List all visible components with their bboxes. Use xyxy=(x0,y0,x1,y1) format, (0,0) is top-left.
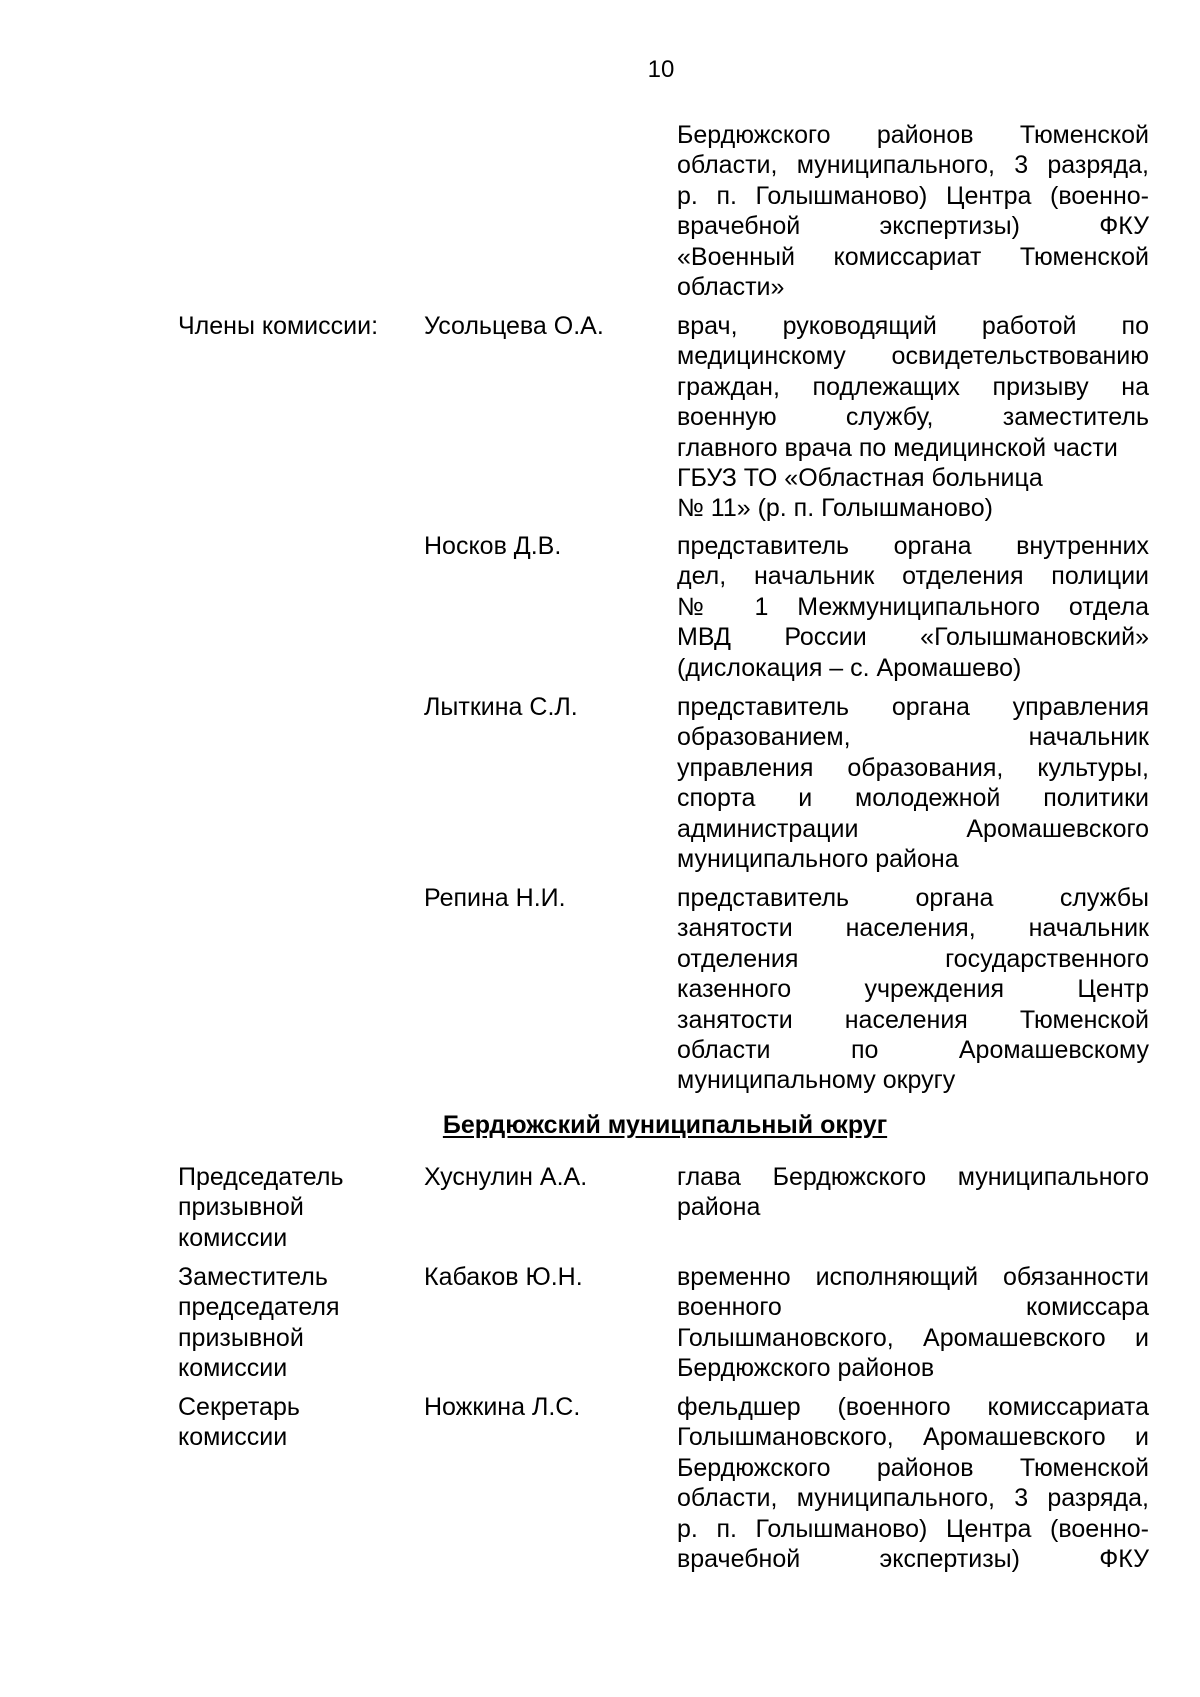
desc-line: «Военный комиссариат Тюменской xyxy=(677,242,1149,271)
desc-line: (дислокация – с. Аромашево) xyxy=(677,653,1022,682)
desc-line: представитель органа управления xyxy=(677,693,1149,721)
member-description xyxy=(677,1392,1149,1574)
desc-line: граждан, подлежащих призыву на xyxy=(677,372,1149,401)
member-description xyxy=(677,883,1149,1096)
desc-line: образованием, начальник xyxy=(677,723,1149,752)
desc-line: № 11» (р. п. Голышманово) xyxy=(677,494,993,523)
desc-line: врачебной экспертизы) ФКУ xyxy=(677,1545,1149,1574)
desc-line: ГБУЗ ТО «Областная больница xyxy=(677,464,1043,493)
desc-line: отделения государственного xyxy=(677,944,1149,973)
desc-line: Голышмановского, Аромашевского и xyxy=(677,1323,1149,1352)
desc-line: военную службу, заместитель xyxy=(677,403,1149,432)
desc-line: глава Бердюжского муниципального xyxy=(677,1163,1149,1191)
desc-line: врач, руководящий работой по xyxy=(677,312,1149,340)
member-description xyxy=(677,1162,1149,1223)
desc-line: главного врача по медицинской части xyxy=(677,433,1118,462)
member-name: Кабаков Ю.Н. xyxy=(424,1263,583,1291)
continuation-description xyxy=(677,120,1149,302)
desc-line: р. п. Голышманово) Центра (военно- xyxy=(677,1514,1149,1543)
role-line: комиссии xyxy=(178,1354,288,1383)
desc-line: представитель органа внутренних xyxy=(677,532,1149,560)
desc-line: медицинскому освидетельствованию xyxy=(677,342,1149,371)
role-line: председателя xyxy=(178,1293,340,1322)
role-label xyxy=(178,1392,408,1453)
desc-line: занятости населения, начальник xyxy=(677,914,1149,943)
role-label xyxy=(178,1162,408,1253)
role-line: Секретарь xyxy=(178,1393,300,1421)
member-description xyxy=(677,692,1149,874)
desc-line: области, муниципального, 3 разряда, xyxy=(677,1484,1149,1513)
desc-line: области» xyxy=(677,273,785,302)
desc-line: представитель органа службы xyxy=(677,884,1149,912)
desc-line: № 1 Межмуниципального отдела xyxy=(677,592,1149,621)
member-name: Лыткина С.Л. xyxy=(424,693,578,721)
desc-line: дел, начальник отделения полиции xyxy=(677,562,1149,591)
role-line: призывной xyxy=(178,1323,304,1352)
desc-line: временно исполняющий обязанности xyxy=(677,1263,1149,1291)
desc-line: занятости населения Тюменской xyxy=(677,1005,1149,1034)
desc-line: администрации Аромашевского xyxy=(677,814,1149,843)
desc-line: области, муниципального, 3 разряда, xyxy=(677,151,1149,180)
member-name: Хуснулин А.А. xyxy=(424,1163,588,1191)
member-description xyxy=(677,1262,1149,1384)
page-number: 10 xyxy=(647,56,675,83)
member-name: Репина Н.И. xyxy=(424,884,566,912)
role-line: комиссии xyxy=(178,1423,288,1452)
desc-line: МВД России «Голышмановский» xyxy=(677,623,1149,652)
section-heading: Бердюжский муниципальный округ xyxy=(442,1111,888,1139)
role-line: Заместитель xyxy=(178,1263,328,1291)
desc-line: Бердюжского районов xyxy=(677,1354,935,1383)
desc-line: муниципальному округу xyxy=(677,1066,956,1095)
members-role-label: Члены комиссии: xyxy=(178,312,379,340)
desc-line: р. п. Голышманово) Центра (военно- xyxy=(677,181,1149,210)
role-line: призывной xyxy=(178,1193,304,1222)
role-line: комиссии xyxy=(178,1223,288,1252)
desc-line: области по Аромашевскому xyxy=(677,1036,1149,1065)
desc-line: военного комиссара xyxy=(677,1293,1149,1322)
desc-line: спорта и молодежной политики xyxy=(677,784,1149,813)
desc-line: муниципального района xyxy=(677,845,959,874)
role-label xyxy=(178,1262,408,1384)
desc-line: района xyxy=(677,1193,761,1222)
member-description xyxy=(677,531,1149,683)
desc-line: Голышмановского, Аромашевского и xyxy=(677,1423,1149,1452)
desc-line: казенного учреждения Центр xyxy=(677,975,1149,1004)
desc-line: Бердюжского районов Тюменской xyxy=(677,121,1149,149)
member-description xyxy=(677,311,1149,524)
member-name: Носков Д.В. xyxy=(424,532,562,560)
desc-line: врачебной экспертизы) ФКУ xyxy=(677,212,1149,241)
member-name: Усольцева О.А. xyxy=(424,312,604,340)
desc-line: фельдшер (военного комиссариата xyxy=(677,1393,1149,1421)
desc-line: управления образования, культуры, xyxy=(677,753,1149,782)
desc-line: Бердюжского районов Тюменской xyxy=(677,1453,1149,1482)
member-name: Ножкина Л.С. xyxy=(424,1393,581,1421)
role-line: Председатель xyxy=(178,1163,344,1191)
